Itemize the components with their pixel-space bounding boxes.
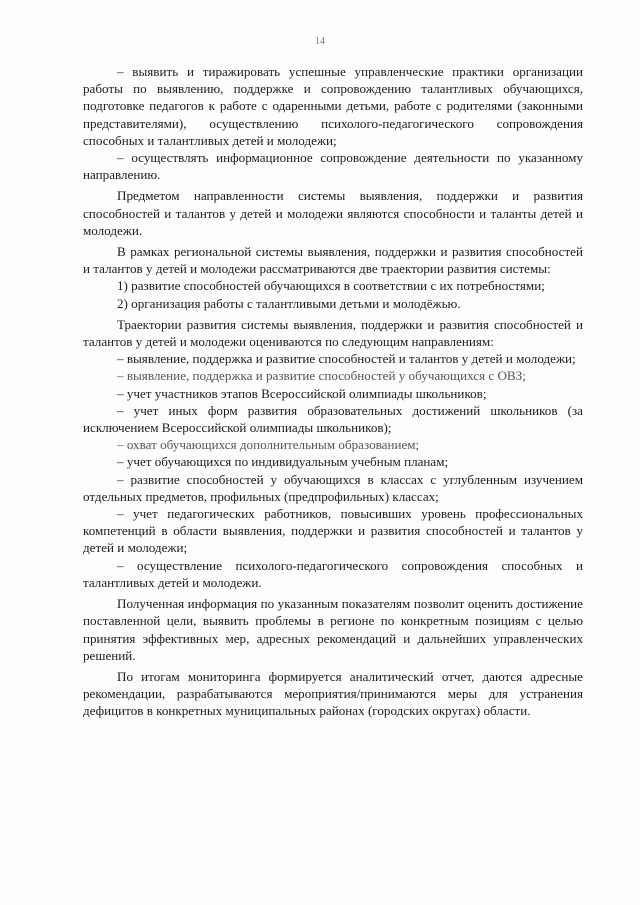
paragraph-subject: Предметом направленности системы выявления, поддержки и развития способностей и талантов у детей и молодежи являются способности и таланты детей и молодежи. (83, 188, 583, 238)
list-item-teachers: – учет педагогических работников, повысивших уровень профессиональных компетенций в области выявления, поддержки и развития способностей и талантов у детей и молодежи; (83, 506, 583, 556)
paragraph-best-practices: – выявить и тиражировать успешные управленческие практики организации работы по выявлению, поддержке и сопровождению талантливых обучающихся, подготовке педагогов к работе с одаренными детьми, работе с родителями (законными представителями), осуществлению психолого-педагогического сопровождения способных и талантливых детей и молодежи; (83, 64, 583, 148)
page-number: 14 (315, 36, 325, 47)
list-item-identification: – выявление, поддержка и развитие способностей и талантов у детей и молодежи; (117, 351, 576, 367)
paragraph-trajectory-1: 1) развитие способностей обучающихся в соответствии с их потребностями; (117, 278, 545, 294)
document-body (83, 63, 583, 720)
paragraph-regional-system: В рамках региональной системы выявления, поддержки и развития способностей и талантов у детей и молодежи рассматриваются две траектории развития системы: (83, 244, 583, 277)
list-item-psychological-support: – осуществление психолого-педагогического сопровождения способных и талантливых детей и молодежи. (83, 557, 583, 590)
paragraph-information-use: Полученная информация по указанным показателям позволит оценить достижение поставленной цели, выявить проблемы в регионе по конкретным позициям с целью принятия эффективных мер, адресных рекомендаций и дальнейших управленческих решений. (83, 596, 583, 663)
paragraph-monitoring-results: По итогам мониторинга формируется аналитический отчет, даются адресные рекомендации, разрабатываются мероприятия/принимаются меры для устранения дефицитов в конкретных муниципальных районах (городских округах) области. (83, 668, 583, 719)
list-item-individual-plans: – учет обучающихся по индивидуальным учебным планам; (117, 454, 449, 470)
list-item-olympiad: – учет участников этапов Всероссийской олимпиады школьников; (117, 385, 487, 401)
paragraph-evaluation-directions: Траектории развития системы выявления, поддержки и развития способностей и талантов у детей и молодежи оцениваются по следующим направлениям: (83, 316, 583, 350)
list-item-additional-education: – охват обучающихся дополнительным образованием; (117, 437, 420, 453)
list-item-ovz: – выявление, поддержка и развитие способностей у обучающихся с ОВЗ; (117, 368, 526, 384)
paragraph-information-support: – осуществлять информационное сопровождение деятельности по указанному направлению. (83, 150, 583, 183)
paragraph-trajectory-2: 2) организация работы с талантливыми детьми и молодёжью. (117, 295, 461, 311)
list-item-other-forms: – учет иных форм развития образовательных достижений школьников (за исключением Всероссийской олимпиады школьников); (83, 402, 583, 436)
list-item-advanced-classes: – развитие способностей у обучающихся в классах с углубленным изучением отдельных предметов, профильных (предпрофильных) классах; (83, 471, 583, 504)
